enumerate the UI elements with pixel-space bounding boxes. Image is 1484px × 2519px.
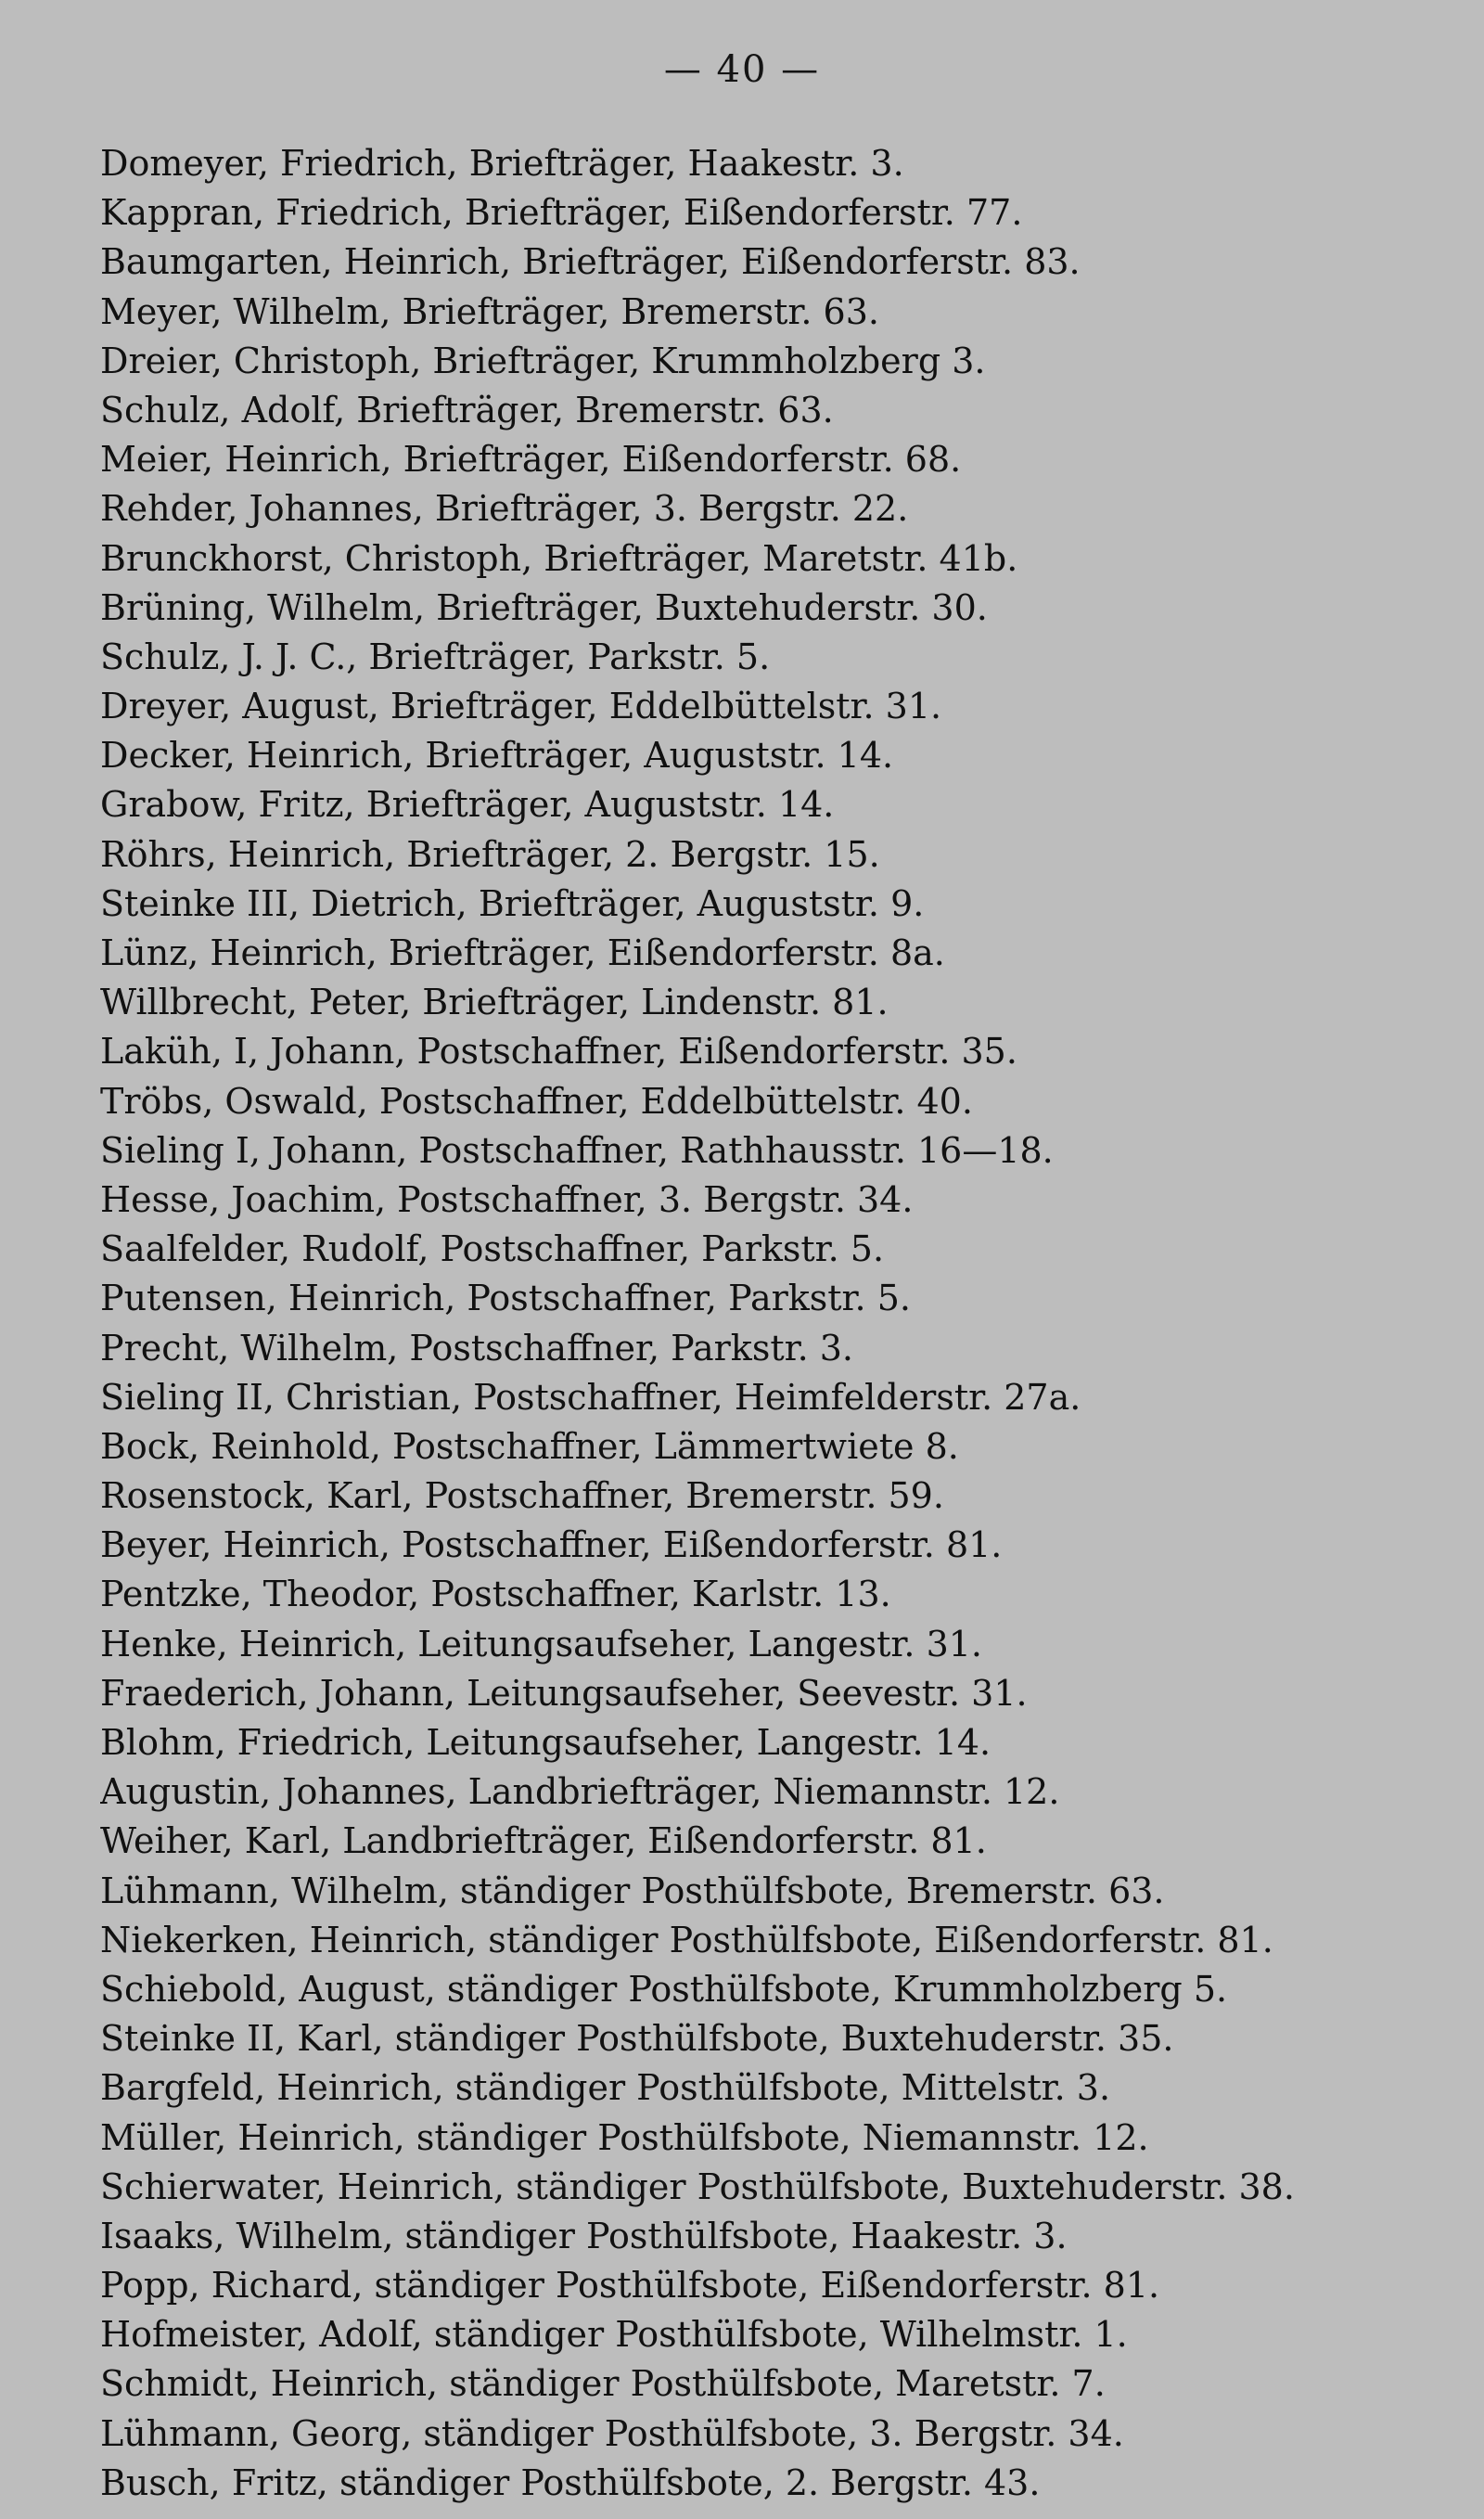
directory-entry: Dreier, Christoph, Briefträger, Krummholzberg 3. xyxy=(100,340,986,381)
directory-entry: Röhrs, Heinrich, Briefträger, 2. Bergstr. 15. xyxy=(100,833,880,875)
directory-list xyxy=(100,139,1454,2508)
directory-entry: Decker, Heinrich, Briefträger, Auguststr. 14. xyxy=(100,735,894,777)
directory-entry: Henke, Heinrich, Leitungsaufseher, Langestr. 31. xyxy=(100,1623,983,1664)
directory-entry: Brunckhorst, Christoph, Briefträger, Maretstr. 41b. xyxy=(100,537,1018,579)
directory-entry: Schulz, Adolf, Briefträger, Bremerstr. 63. xyxy=(100,389,834,431)
directory-entry: Saalfelder, Rudolf, Postschaffner, Parkstr. 5. xyxy=(100,1228,885,1270)
directory-entry: Müller, Heinrich, ständiger Posthülfsbote, Niemannstr. 12. xyxy=(100,2116,1149,2158)
directory-entry: Schulz, J. J. C., Briefträger, Parkstr. 5. xyxy=(100,636,771,677)
directory-entry: Brüning, Wilhelm, Briefträger, Buxtehuderstr. 30. xyxy=(100,586,988,628)
directory-entry: Lühmann, Georg, ständiger Posthülfsbote, 3. Bergstr. 34. xyxy=(100,2412,1124,2454)
directory-entry: Popp, Richard, ständiger Posthülfsbote, Eißendorferstr. 81. xyxy=(100,2265,1160,2307)
directory-entry: Domeyer, Friedrich, Briefträger, Haakestr. 3. xyxy=(100,143,904,184)
directory-entry: Meyer, Wilhelm, Briefträger, Bremerstr. 63. xyxy=(100,290,879,332)
directory-entry: Hesse, Joachim, Postschaffner, 3. Bergstr. 34. xyxy=(100,1178,914,1220)
directory-entry: Blohm, Friedrich, Leitungsaufseher, Langestr. 14. xyxy=(100,1722,991,1763)
directory-entry: Schierwater, Heinrich, ständiger Posthülfsbote, Buxtehuderstr. 38. xyxy=(100,2166,1295,2207)
directory-entry: Kappran, Friedrich, Briefträger, Eißendorferstr. 77. xyxy=(100,192,1023,234)
directory-entry: Bargfeld, Heinrich, ständiger Posthülfsbote, Mittelstr. 3. xyxy=(100,2067,1111,2109)
directory-entry: Pentzke, Theodor, Postschaffner, Karlstr. 13. xyxy=(100,1574,891,1615)
directory-entry: Busch, Fritz, ständiger Posthülfsbote, 2. Bergstr. 43. xyxy=(100,2461,1041,2503)
directory-entry: Willbrecht, Peter, Briefträger, Lindenstr. 81. xyxy=(100,982,889,1023)
directory-entry: Rosenstock, Karl, Postschaffner, Bremerstr. 59. xyxy=(100,1475,944,1517)
directory-entry: Dreyer, August, Briefträger, Eddelbüttelstr. 31. xyxy=(100,686,942,727)
directory-entry: Sieling II, Christian, Postschaffner, Heimfelderstr. 27a. xyxy=(100,1376,1081,1418)
directory-entry: Weiher, Karl, Landbriefträger, Eißendorferstr. 81. xyxy=(100,1820,987,1862)
directory-entry: Tröbs, Oswald, Postschaffner, Eddelbüttelstr. 40. xyxy=(100,1080,973,1122)
directory-entry: Meier, Heinrich, Briefträger, Eißendorferstr. 68. xyxy=(100,439,962,481)
directory-entry: Fraederich, Johann, Leitungsaufseher, Seevestr. 31. xyxy=(100,1672,1028,1714)
page-number: — 40 — xyxy=(663,48,821,91)
directory-entry: Bock, Reinhold, Postschaffner, Lämmertwiete 8. xyxy=(100,1425,959,1467)
directory-entry: Precht, Wilhelm, Postschaffner, Parkstr. 3. xyxy=(100,1327,853,1369)
directory-entry: Hofmeister, Adolf, ständiger Posthülfsbote, Wilhelmstr. 1. xyxy=(100,2314,1128,2356)
directory-entry: Niekerken, Heinrich, ständiger Posthülfsbote, Eißendorferstr. 81. xyxy=(100,1919,1273,1960)
directory-entry: Schmidt, Heinrich, ständiger Posthülfsbote, Maretstr. 7. xyxy=(100,2363,1106,2405)
directory-entry: Rehder, Johannes, Briefträger, 3. Bergstr. 22. xyxy=(100,488,909,530)
directory-entry: Laküh, I, Johann, Postschaffner, Eißendorferstr. 35. xyxy=(100,1031,1017,1073)
directory-entry: Augustin, Johannes, Landbriefträger, Niemannstr. 12. xyxy=(100,1771,1060,1813)
directory-entry: Lünz, Heinrich, Briefträger, Eißendorferstr. 8a. xyxy=(100,932,945,973)
directory-entry: Steinke III, Dietrich, Briefträger, Auguststr. 9. xyxy=(100,882,925,924)
directory-entry: Sieling I, Johann, Postschaffner, Rathhausstr. 16—18. xyxy=(100,1129,1054,1171)
directory-entry: Steinke II, Karl, ständiger Posthülfsbote, Buxtehuderstr. 35. xyxy=(100,2018,1174,2060)
directory-entry: Schiebold, August, ständiger Posthülfsbote, Krummholzberg 5. xyxy=(100,1968,1228,2010)
directory-entry: Lühmann, Wilhelm, ständiger Posthülfsbote, Bremerstr. 63. xyxy=(100,1870,1165,1911)
directory-entry: Baumgarten, Heinrich, Briefträger, Eißendorferstr. 83. xyxy=(100,241,1081,283)
directory-entry: Putensen, Heinrich, Postschaffner, Parkstr. 5. xyxy=(100,1278,911,1319)
directory-entry: Isaaks, Wilhelm, ständiger Posthülfsbote, Haakestr. 3. xyxy=(100,2215,1068,2256)
directory-entry: Beyer, Heinrich, Postschaffner, Eißendorferstr. 81. xyxy=(100,1524,1003,1566)
directory-entry: Grabow, Fritz, Briefträger, Auguststr. 14. xyxy=(100,784,835,826)
